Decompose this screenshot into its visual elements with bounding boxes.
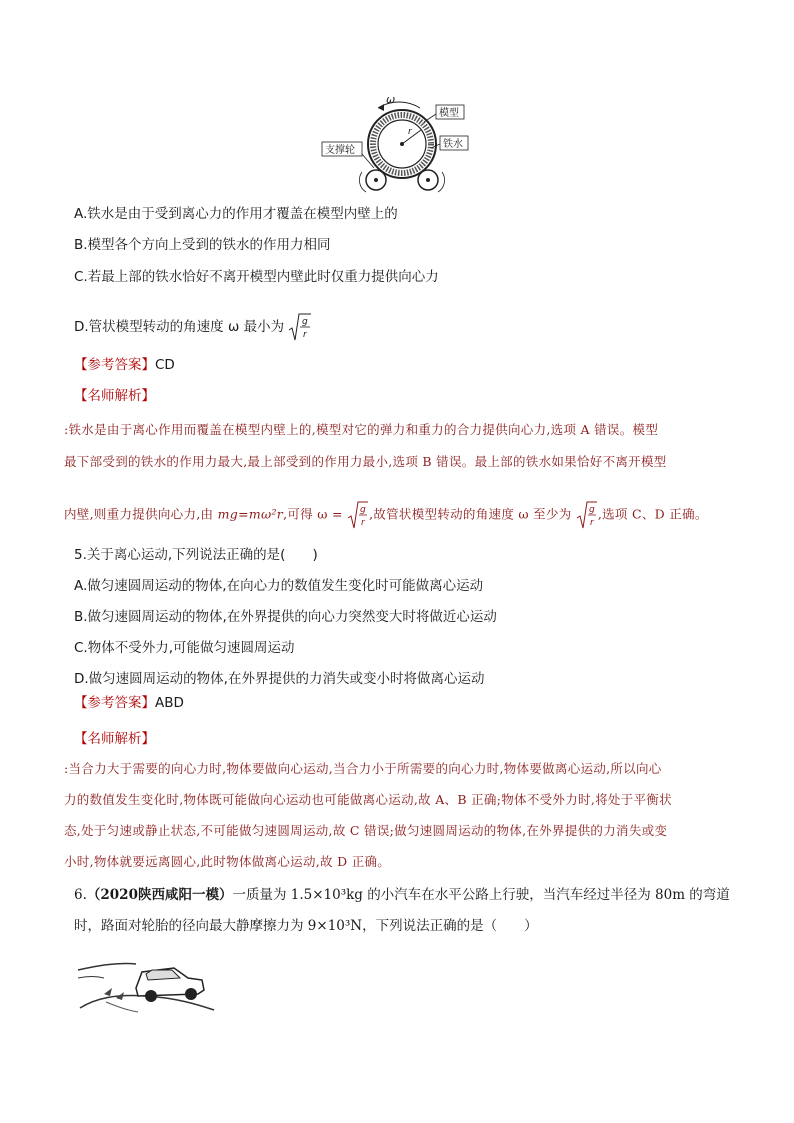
sqrt-g-over-r — [288, 312, 312, 342]
q5-analysis-line-2: 力的数值发生变化时,物体既可能做向心运动也可能做离心运动,故 A、B 正确;物体不受外力时,将处于平衡状 — [64, 792, 672, 807]
svg-text:g: g — [360, 505, 367, 515]
q4-option-b: B.模型各个方向上受到的铁水的作用力相同 — [74, 237, 331, 253]
q4-option-a: A.铁水是由于受到离心力的作用才覆盖在模型内壁上的 — [74, 206, 398, 222]
svg-text:g: g — [302, 317, 309, 327]
q4-option-d — [74, 312, 312, 342]
q5-option-c: C.物体不受外力,可能做匀速圆周运动 — [74, 640, 295, 656]
car-illustration — [76, 948, 216, 1014]
mold-diagram — [318, 92, 478, 200]
answer-value: ABD — [155, 695, 184, 711]
q5-analysis-line-4: 小时,物体就要远离圆心,此时物体做离心运动,故 D 正确。 — [64, 854, 391, 869]
answer-label: 【参考答案】 — [74, 695, 155, 711]
sqrt-g-over-r — [347, 500, 369, 530]
q4-analysis-line-3: 内壁,则重力提供向心力,由 mg=mω²r,可得 ω = g r ,故管状模型转动的角速度 ω 至少为 g r ,选项 C、D 正确。 — [64, 500, 744, 530]
answer-value: CD — [155, 357, 175, 373]
q6-source: （2020陕西咸阳一模） — [86, 887, 233, 903]
q5-answer — [74, 694, 184, 712]
formula: mg=mω²r — [217, 506, 284, 522]
q5-analysis-line-3: 态,处于匀速或静止状态,不可能做匀速圆周运动,故 C 错误;做匀速圆周运动的物体,在外界提供的力消失或变 — [64, 823, 668, 838]
svg-text:g: g — [588, 505, 595, 515]
q6-stem-line-1: 6.（2020陕西咸阳一模）一质量为 1.5×10³kg 的小汽车在水平公路上行驶，当汽车经过半径为 80m 的弯道 — [74, 887, 730, 903]
rotation-arrow-icon — [378, 102, 420, 108]
q6-number: 6. — [74, 887, 87, 903]
q4-answer — [74, 356, 175, 374]
svg-text:r: r — [361, 518, 366, 528]
q5-analysis-line-1: :当合力大于需要的向心力时,物体要做向心运动,当合力小于所需要的向心力时,物体要做离心运动,所以向心 — [64, 761, 662, 776]
q6-stem-line-2: 时，路面对轮胎的径向最大静摩擦力为 9×10³N，下列说法正确的是（ ） — [74, 918, 538, 934]
q5-option-d: D.做匀速圆周运动的物体,在外界提供的力消失或变小时将做离心运动 — [74, 671, 485, 687]
q5-option-a: A.做匀速圆周运动的物体,在向心力的数值发生变化时可能做离心运动 — [74, 578, 484, 594]
q4-analysis-line-2: 最下部受到的铁水的作用力最大,最上部受到的作用力最小,选项 B 错误。最上部的铁水如果恰好不离开模型 — [64, 454, 667, 469]
q5-stem: 5.关于离心运动,下列说法正确的是( ) — [74, 547, 318, 563]
q5-analysis-label: 【名师解析】 — [74, 731, 155, 747]
q5-option-b: B.做匀速圆周运动的物体,在外界提供的向心力突然变大时将做近心运动 — [74, 609, 497, 625]
q4-analysis-line-1: :铁水是由于离心作用而覆盖在模型内壁上的,模型对它的弹力和重力的合力提供向心力,选项 A 错误。模型 — [64, 422, 659, 437]
q4-option-c: C.若最上部的铁水恰好不离开模型内壁此时仅重力提供向心力 — [74, 269, 439, 285]
iron-label: 铁水 — [443, 139, 463, 150]
svg-text:r: r — [303, 330, 308, 340]
answer-label: 【参考答案】 — [74, 357, 155, 373]
radius-label: r — [408, 127, 412, 137]
model-label: 模型 — [439, 108, 459, 119]
q4-option-d-text: D.管状模型转动的角速度 ω 最小为 — [74, 319, 285, 335]
support-wheel-label: 支撑轮 — [325, 145, 355, 156]
sqrt-g-over-r — [576, 500, 598, 530]
q4-analysis-label: 【名师解析】 — [74, 388, 155, 404]
svg-text:r: r — [589, 518, 594, 528]
omega-label: ω — [386, 93, 396, 106]
